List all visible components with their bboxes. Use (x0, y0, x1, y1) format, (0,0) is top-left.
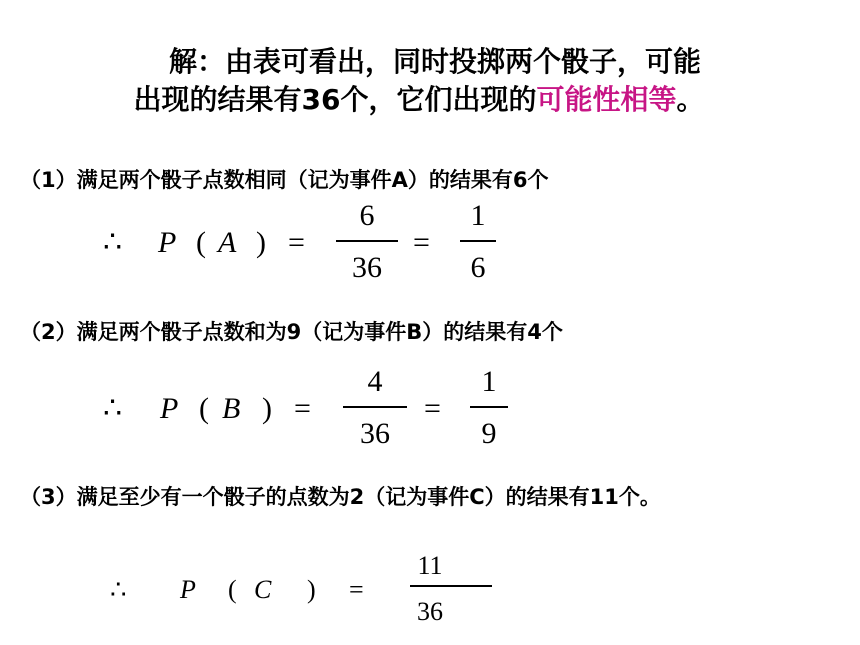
highlight-equal-probability: 可能性相等 (536, 83, 677, 116)
fraction-numerator: 1 (470, 199, 486, 232)
close-paren: ) (256, 226, 266, 259)
item-3-statement: （3）满足至少有一个骰子的点数为2（记为事件C）的结果有11个。 (20, 485, 661, 509)
intro-line-2-end: 。 (676, 83, 705, 116)
prob-symbol: P (158, 226, 177, 259)
intro-line-2-text: 出现的结果有36个，它们出现的 (133, 83, 537, 116)
fraction-denominator: 9 (481, 417, 497, 450)
open-paren: ( (196, 226, 206, 259)
prob-symbol: P (160, 392, 179, 425)
fraction-denominator: 36 (352, 251, 382, 284)
therefore-symbol: ∴ (103, 226, 123, 259)
fraction-bar (410, 585, 492, 587)
fraction-bar (460, 240, 496, 242)
item-2-statement: （2）满足两个骰子点数和为9（记为事件B）的结果有4个 (20, 320, 563, 344)
fraction-bar (470, 406, 508, 408)
fraction-denominator: 6 (470, 251, 486, 284)
event-symbol: B (222, 392, 241, 425)
equals-sign: = (349, 575, 364, 604)
fraction-numerator: 1 (481, 365, 497, 398)
fraction-bar (343, 406, 407, 408)
fraction-numerator: 4 (367, 365, 383, 398)
event-symbol: C (254, 575, 272, 604)
fraction-denominator: 36 (417, 597, 443, 626)
fraction-numerator: 11 (417, 551, 443, 580)
open-paren: ( (228, 575, 237, 604)
close-paren: ) (307, 575, 316, 604)
intro-line-2 (0, 82, 860, 118)
open-paren: ( (199, 392, 209, 425)
close-paren: ) (262, 392, 272, 425)
event-symbol: A (218, 226, 237, 259)
equals-sign: = (294, 392, 311, 425)
fraction-denominator: 36 (360, 417, 390, 450)
therefore-symbol: ∴ (103, 392, 123, 425)
prob-symbol: P (180, 575, 196, 604)
therefore-symbol: ∴ (110, 575, 127, 604)
fraction-numerator: 6 (359, 199, 375, 232)
intro-line-1: 解：由表可看出，同时投掷两个骰子，可能 (168, 45, 701, 78)
equals-sign: = (288, 226, 305, 259)
fraction-bar (336, 240, 398, 242)
item-1-statement: （1）满足两个骰子点数相同（记为事件A）的结果有6个 (20, 168, 549, 192)
equals-sign: = (424, 392, 441, 425)
equals-sign: = (413, 226, 430, 259)
